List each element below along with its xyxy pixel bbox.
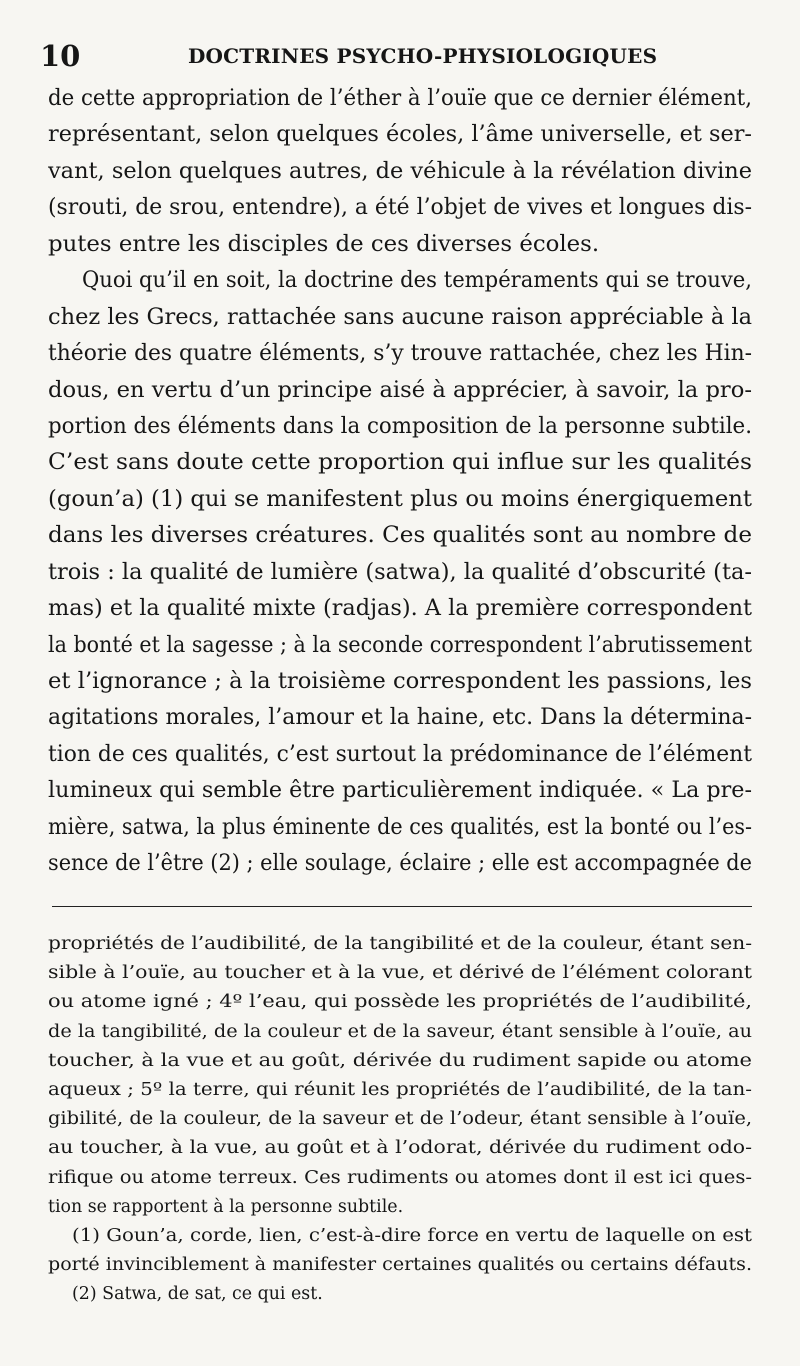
footnotes [48, 930, 752, 1309]
text-line: C’est sans doute cette proportion qui influe sur les qualités [48, 449, 752, 476]
footnote-2: (2) Satwa, de sat, ce qui est. [72, 1284, 323, 1305]
text-line: (srouti, de srou, entendre), a été l’objet de vives et longues dis- [48, 194, 752, 221]
running-title: DOCTRINES PSYCHO-PHYSIOLOGIQUES [188, 44, 658, 68]
text-line: la bonté et la sagesse ; à la seconde correspondent l’abrutissement [48, 631, 752, 658]
text-line: vant, selon quelques autres, de véhicule à la révélation divine [48, 157, 752, 184]
main-text [48, 80, 752, 882]
note-line: tion se rapportent à la personne subtile. [48, 1196, 404, 1217]
text-line: lumineux qui semble être particulièrement indiquée. « La pre- [48, 777, 752, 804]
text-line: agitations morales, l’amour et la haine, etc. Dans la détermina- [48, 704, 752, 731]
footnote-1: (1) Goun’a, corde, lien, c’est-à-dire force en vertu de laquelle on est [72, 1225, 752, 1246]
note-line: ou atome igné ; 4º l’eau, qui possède les propriétés de l’audibilité, [48, 992, 752, 1013]
note-line: au toucher, à la vue, au goût et à l’odorat, dérivée du rudiment odo- [48, 1138, 752, 1159]
text-line: (goun’a) (1) qui se manifestent plus ou moins énergiquement [48, 485, 752, 512]
note-line: toucher, à la vue et au goût, dérivée du rudiment sapide ou atome [48, 1050, 752, 1071]
text-line: Quoi qu’il en soit, la doctrine des tempéraments qui se trouve, [82, 267, 752, 294]
footnote-divider [52, 906, 752, 907]
note-line: aqueux ; 5º la terre, qui réunit les propriétés de l’audibilité, de la tan- [48, 1079, 752, 1100]
page-number: 10 [40, 39, 81, 73]
page-header [40, 36, 760, 76]
note-line: de la tangibilité, de la couleur et de la saveur, étant sensible à l’ouïe, au [48, 1021, 752, 1042]
footnote-1-continued: porté invinciblement à manifester certaines qualités ou certains défauts. [48, 1255, 752, 1276]
text-line: théorie des quatre éléments, s’y trouve rattachée, chez les Hin- [48, 340, 752, 367]
text-line: représentant, selon quelques écoles, l’âme universelle, et ser- [48, 121, 752, 148]
text-line: chez les Grecs, rattachée sans aucune raison appréciable à la [48, 303, 752, 330]
note-line: sible à l’ouïe, au toucher et à la vue, et dérivé de l’élément colorant [48, 963, 752, 984]
text-line: putes entre les disciples de ces diverses écoles. [48, 230, 600, 257]
note-line: rifique ou atome terreux. Ces rudiments ou atomes dont il est ici ques- [48, 1167, 752, 1188]
text-line: et l’ignorance ; à la troisième correspondent les passions, les [48, 668, 752, 694]
text-line: tion de ces qualités, c’est surtout la prédominance de l’élément [48, 740, 752, 767]
text-line: mière, satwa, la plus éminente de ces qualités, est la bonté ou l’es- [48, 813, 752, 840]
note-line: gibilité, de la couleur, de la saveur et de l’odeur, étant sensible à l’ouïe, [48, 1109, 752, 1130]
note-line: propriétés de l’audibilité, de la tangibilité et de la couleur, étant sen- [48, 934, 752, 954]
text-line: dous, en vertu d’un principe aisé à apprécier, à savoir, la pro- [48, 376, 752, 403]
text-line: de cette appropriation de l’éther à l’ouïe que ce dernier élément, [48, 85, 752, 111]
text-line: portion des éléments dans la composition de la personne subtile. [48, 412, 752, 439]
text-line: dans les diverses créatures. Ces qualités sont au nombre de [48, 522, 752, 549]
text-line: mas) et la qualité mixte (radjas). A la première correspondent [48, 595, 752, 622]
text-line: trois : la qualité de lumière (satwa), la qualité d’obscurité (ta- [48, 558, 752, 585]
text-line: sence de l’être (2) ; elle soulage, éclaire ; elle est accompagnée de [48, 850, 752, 877]
